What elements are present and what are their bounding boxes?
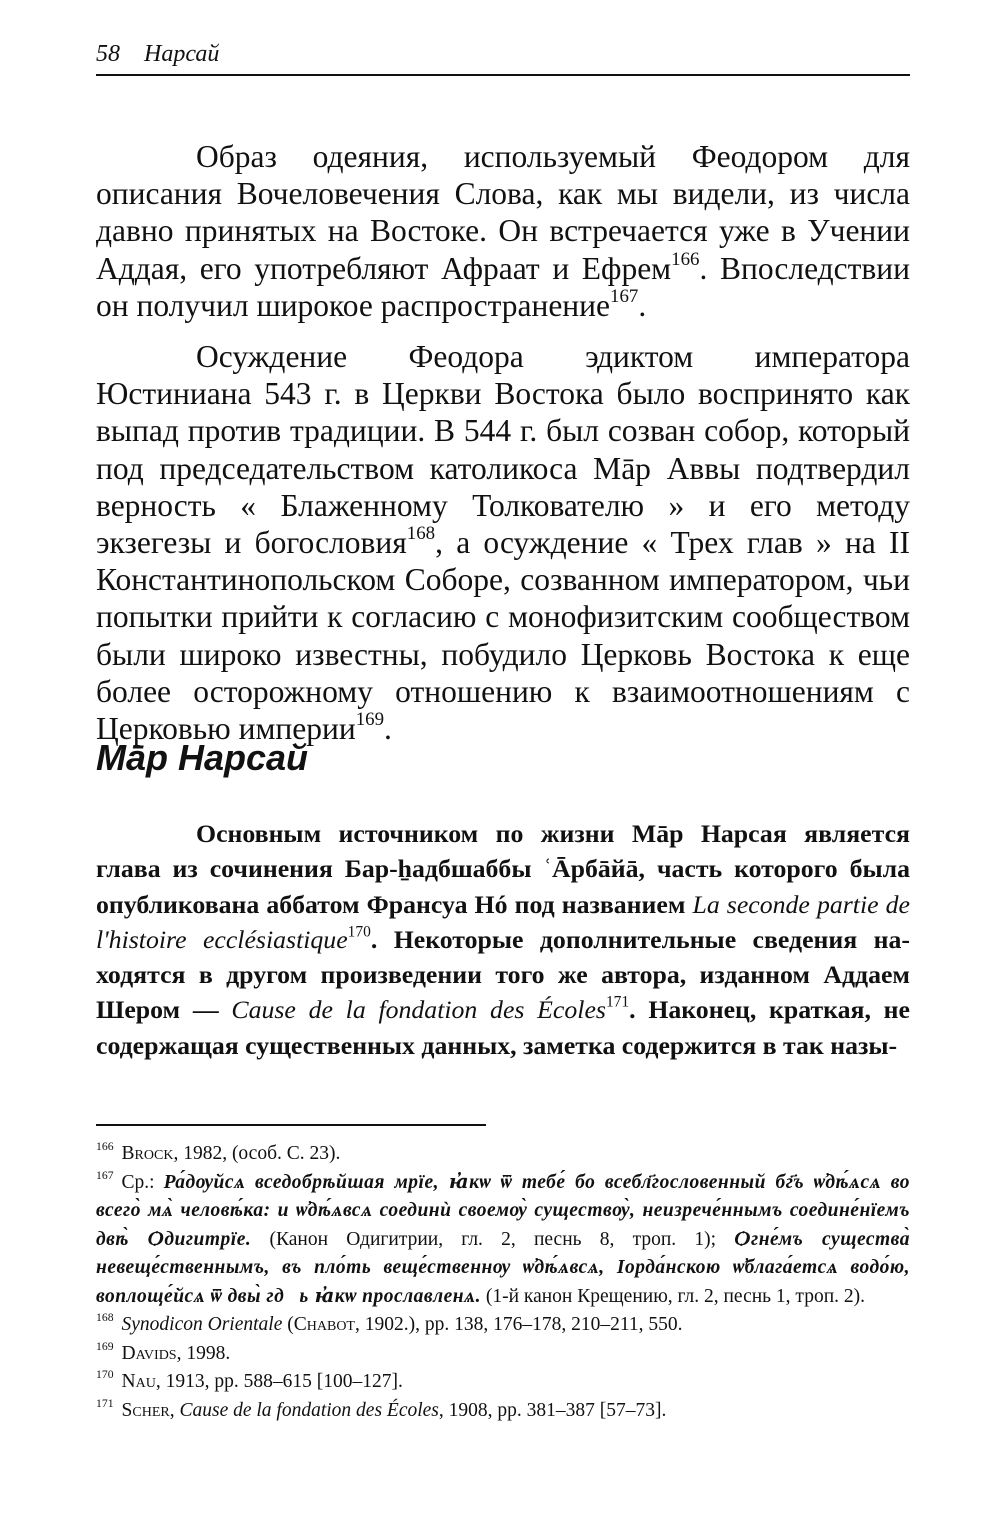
page-number: 58 [96, 41, 120, 67]
footnote-author: Scher [121, 1399, 170, 1421]
footnote-author: Nau [121, 1371, 156, 1392]
paragraph-1 [96, 138, 910, 324]
footnote-ref-166[interactable]: 166 [671, 248, 700, 270]
church-slavonic-quote: Ра́дѹйсѧ вседобрѣйшая мрїе, ꙗ̓кѡ ѿ тебе́ бо всебл҃гословенный бг҃ъ ѡ̓дѣ́ѧсѧ во всего̀ мѧ̀ человѣ́ка: и ѡ̓дѣ́ѧвсѧ соединѝ своемѹ̀ существѹ̀, неизрече́ннымъ соедине́нїемъ двѣ̀ Ѻдигитрїе. [96, 1171, 910, 1250]
italic-title: La seconde partie de l'histoire ecclésiastique [96, 889, 910, 954]
footnote-text: (1-й канон Крещению, гл. 2, песнь 1, троп. 2). [480, 1285, 865, 1307]
footnote-ref-167[interactable]: 167 [610, 285, 639, 307]
italic-title: Cause de la fondation des Écoles [231, 995, 606, 1025]
footnote-text: Ср.: [121, 1171, 164, 1193]
footnote-title: Cause de la fondation des Écoles [179, 1399, 439, 1421]
footnote-170 [96, 1368, 910, 1397]
footnote-number: 166 [96, 1140, 114, 1154]
paragraph-text: Основным источником по жизни Мāр Нарсая является глава из сочинения Бар-ẖадбшаббы ʿĀрбāйā, часть которого была опубликована аббатом Франсуа Нó под названием [96, 819, 910, 919]
footnote-number: 168 [96, 1311, 114, 1325]
paragraph-text: . Впоследствии он получил широкое распространение [96, 250, 911, 323]
footnote-text: , 1908, pp. 381–387 [57–73]. [438, 1399, 667, 1421]
footnote-number: 169 [96, 1339, 114, 1353]
footnote-text: (Канон Одигитрии, гл. 2, песнь 8, троп. 1); [251, 1228, 735, 1250]
footnote-text: , 1913, pp. 588–615 [100–127]. [155, 1371, 403, 1392]
paragraph-3 [96, 816, 910, 1063]
footnote-text: , 1902.), pp. 138, 176–178, 210–211, 550. [354, 1314, 683, 1335]
church-slavonic-quote: Ѻгне́мъ существа̀ невеще́ственнымъ, въ пло́ть веще́ственнѹ ѡ̓дѣ́ѧвсѧ, Іорда́нскою ѡ̓блага́етсѧ водо́ю, воплоще́йсѧ ѿ двы̀ гдⷭь ꙗ̓кѡ прославленѧ. [96, 1228, 911, 1307]
running-header [96, 40, 910, 76]
paragraph-text: . Наконец, краткая, не содержащая существенных данных, заметка содержится в так назы- [96, 995, 910, 1060]
paragraph-text: . [638, 287, 647, 323]
footnote-text: , [169, 1399, 180, 1421]
footnote-ref-171[interactable]: 171 [605, 993, 630, 1011]
footnote-168 [96, 1311, 910, 1340]
paragraph-text: . Некоторые дополнительные сведения находятся в другом произведении того же автора, изданном Аддаем Шером — [96, 924, 910, 1025]
footnote-ref-169[interactable]: 169 [355, 708, 385, 730]
footnotes [96, 1140, 910, 1425]
footnote-author: Davids [121, 1342, 177, 1364]
paragraph-text: . [384, 711, 392, 747]
footnote-171 [96, 1397, 910, 1426]
running-title: Нарсай [144, 41, 220, 67]
footnote-divider [96, 1124, 486, 1126]
footnote-text: , 1998. [176, 1342, 231, 1364]
paragraph-text: Образ одеяния, используемый Феодором для описания Вочеловечения Слова, как мы видели, из числа давно принятых на Востоке. Он встречается уже в Учении Аддая, его употребляют Афраат и Ефрем [96, 139, 910, 286]
footnote-166 [96, 1140, 910, 1169]
footnote-ref-168[interactable]: 168 [406, 522, 436, 544]
paragraph-2 [96, 338, 910, 747]
paragraph-text: , а осуждение « Трех глав » на II Константинопольском Соборе, созванном императором, чьи попытки прийти к согласию с монофизитским сообществом были широко известны, побудило Церковь Востока к еще более осторожному отношению к взаимоотношениям с Церковью империи [96, 525, 910, 747]
footnote-text: ( [282, 1314, 294, 1335]
footnote-number: 167 [96, 1168, 114, 1182]
paragraph-text: Осуждение Феодора эдиктом императора Юстиниана 543 г. в Церкви Востока было воспринято как выпад против традиции. В 544 г. был созван собор, который под председательством католикоса Мāр Аввы подтвердил верность « Блаженному Толкователю » и его методу экзегезы и богословия [96, 339, 910, 561]
footnote-ref-170[interactable]: 170 [347, 923, 371, 941]
footnote-text: , 1982, (особ. С. 23). [173, 1143, 341, 1164]
footnote-167 [96, 1169, 910, 1312]
footnote-author: Chabot [293, 1314, 355, 1335]
footnote-title: Synodicon Orientale [121, 1314, 283, 1335]
footnote-169 [96, 1340, 910, 1369]
section-heading: Мāр Нарсай [96, 737, 309, 778]
footnote-number: 171 [96, 1396, 114, 1410]
footnote-author: Brock [121, 1143, 174, 1164]
footnote-number: 170 [96, 1368, 114, 1382]
